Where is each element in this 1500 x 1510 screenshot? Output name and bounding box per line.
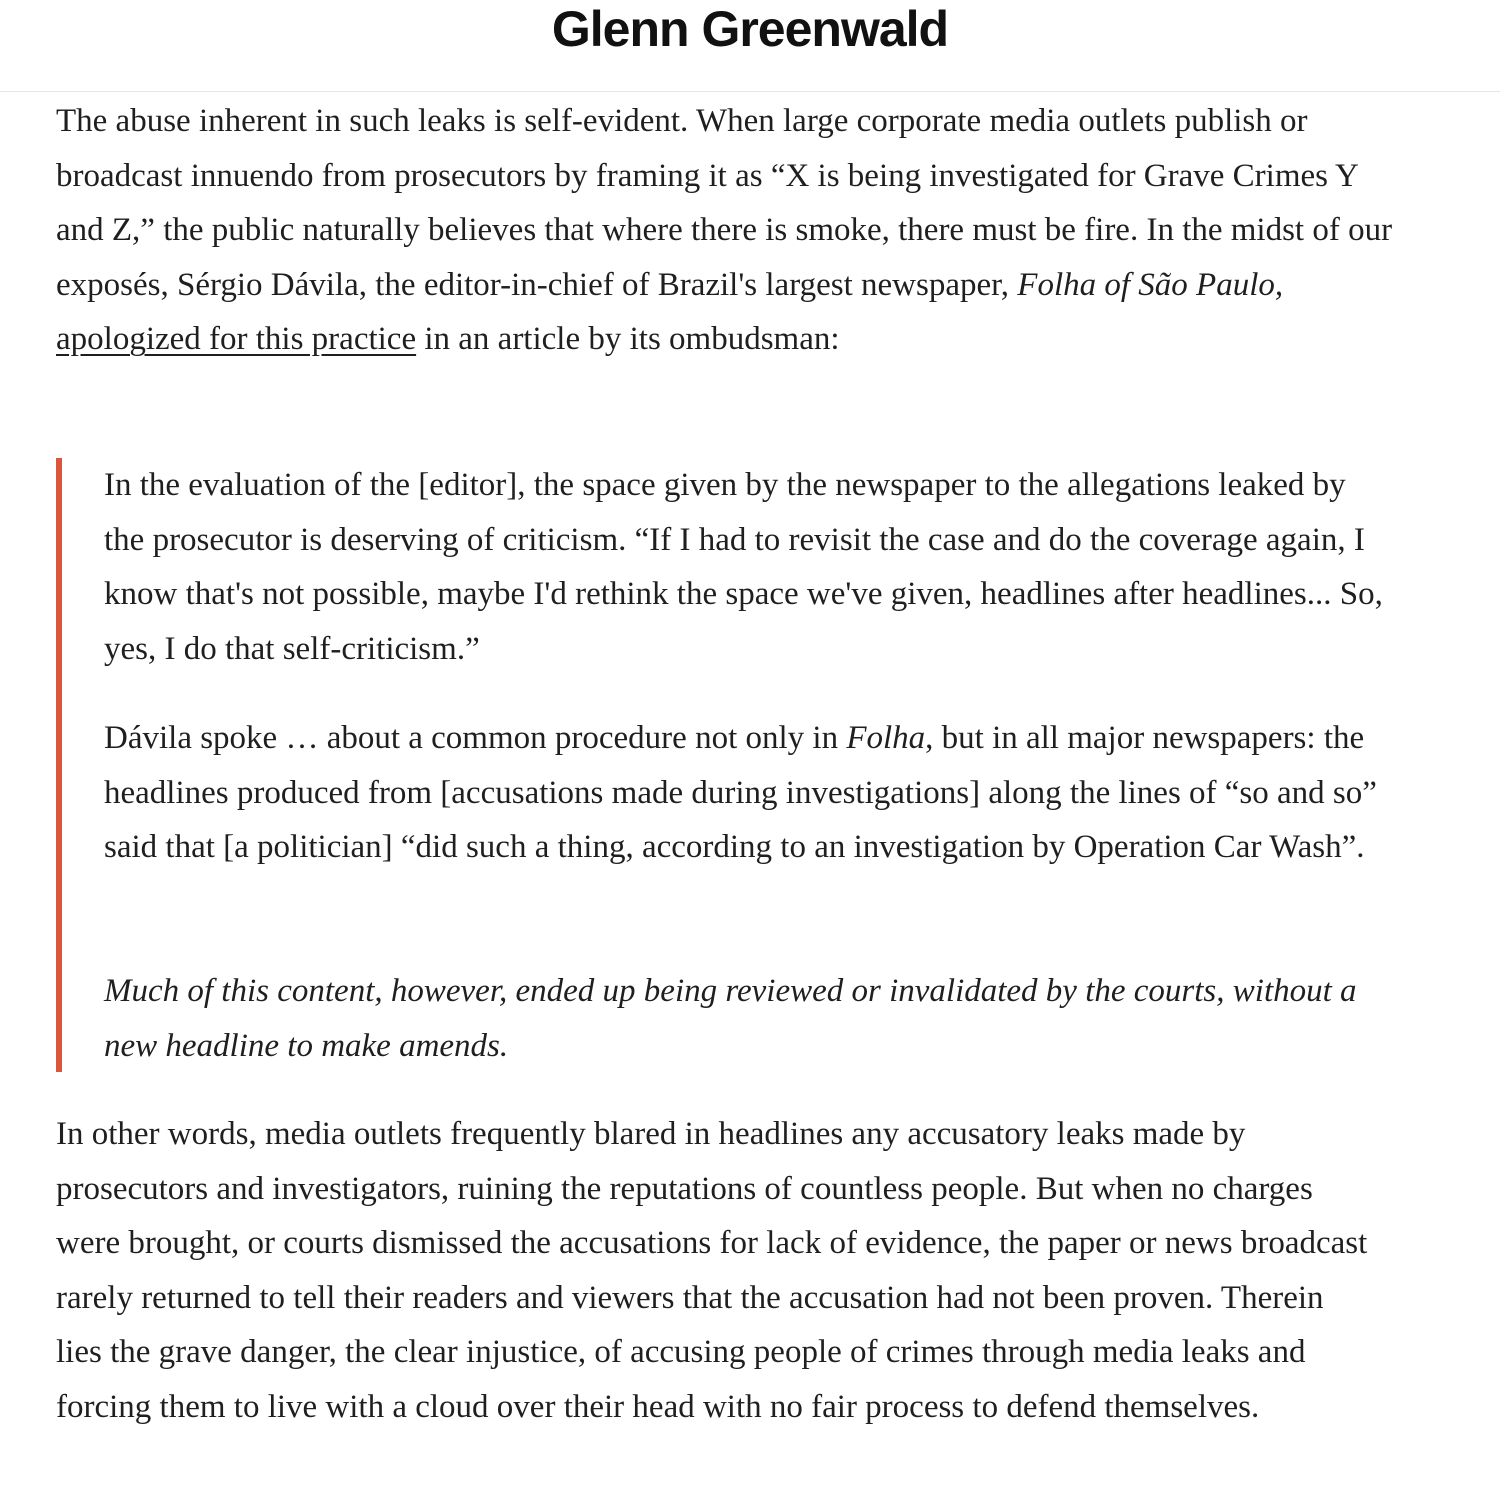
site-title[interactable]: Glenn Greenwald (551, 1, 949, 57)
conclusion-paragraph: In other words, media outlets frequently blared in headlines any accusatory leaks made by prosecutors and investigators, ruining the reputations of countless people. But when no charges were brought, or courts dismissed the accusations for lack of evidence, the paper or news broadcast rarely returned to tell their readers and viewers that the accusation had not been proven. Therein lies the grave danger, the clear injustice, of accusing people of crimes through media leaks and forcing them to live with a cloud over their head with no fair process to defend themselves. (56, 1116, 1368, 1425)
intro-text: The abuse inherent in such leaks is self-evident. When large corporate media outlets publish or broadcast innuendo from prosecutors by framing it as “X is being investigated for Grave Crimes Y and Z,” the public naturally believes that where there is smoke, there must be fire. In the midst of our exposés, Sérgio Dávila, the editor-in-chief of Brazil's largest newspaper, (56, 103, 1393, 303)
intro-paragraph (56, 94, 1396, 424)
apology-link[interactable]: apologized for this practice (56, 321, 417, 358)
quote-paragraph-2: Dávila spoke … about a common procedure not only in Folha, but in all major newspapers: the headlines produced from [accusations made during investigations] along the lines of “so and so” said that [a politician] “did such a thing, according to an investigation by Operation Car Wash”. (104, 720, 1377, 866)
article-body (56, 94, 1396, 1425)
ombudsman-blockquote (56, 458, 1383, 1072)
intro-text-end: in an article by its ombudsman: (416, 321, 840, 358)
publication-name: Folha of São Paulo, (1017, 266, 1284, 303)
site-header (0, 0, 1500, 92)
quote-paragraph-1: In the evaluation of the [editor], the space given by the newspaper to the allegations leaked by the prosecutor is deserving of criticism. “If I had to revisit the case and do the coverage again, I know that's not possible, maybe I'd rethink the space we've given, headlines after headlines... So, yes, I do that self-criticism.” (104, 467, 1383, 667)
quote-paragraph-3: Much of this content, however, ended up being reviewed or invalidated by the courts, without a new headline to make amends. (104, 973, 1357, 1064)
publication-name-italic: Folha (846, 720, 926, 756)
